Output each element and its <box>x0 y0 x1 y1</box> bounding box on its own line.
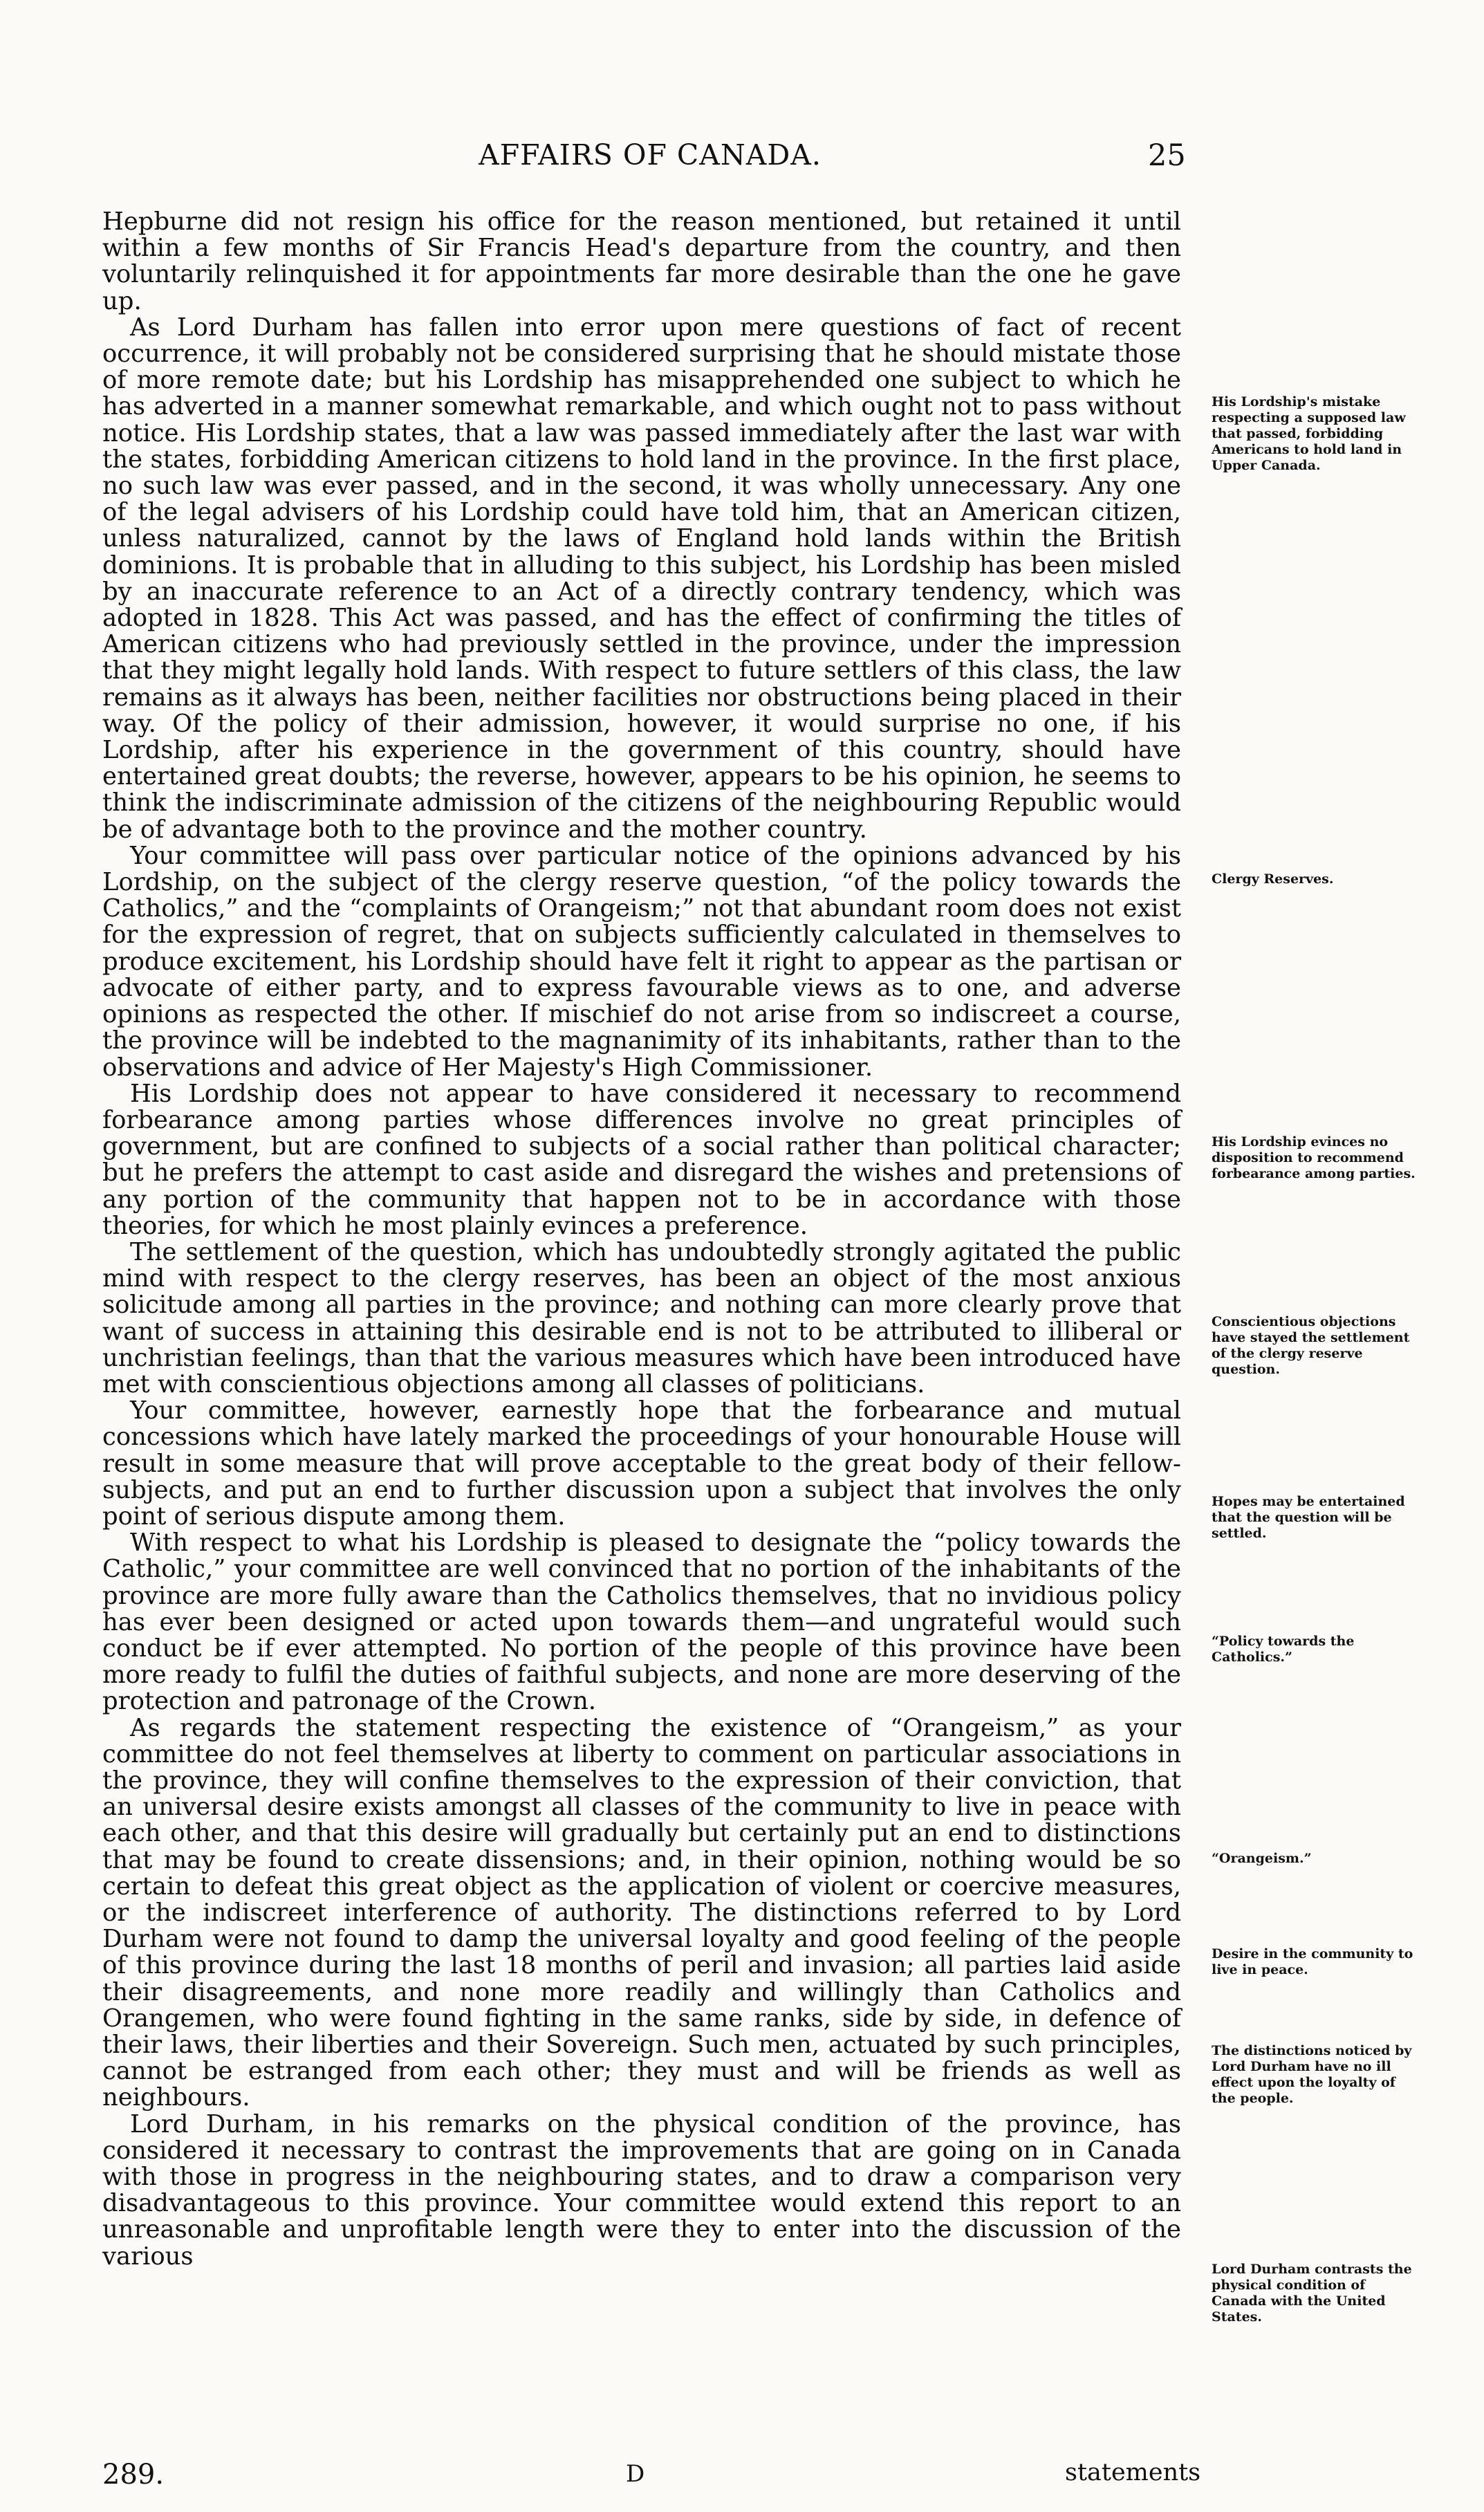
paragraph: Your committee will pass over particular notice of the opinions advanced by his Lordship, on the subject of the clergy reserve question, “of the policy towards the Catholics,” and the “complaints of Orangeism;” not that abundant room does not exist for the expression of regret, that on subjects sufficiently calculated in themselves to produce excitement, his Lordship should have felt it right to appear as the partisan or advocate of either party, and to express favourable views as to one, and adverse opinions as respected the other. If mischief do not arise from so indiscreet a course, the province will be indebted to the magnanimity of its inhabitants, rather than to the observations and advice of Her Majesty's High Commissioner. <box>102 841 1181 1082</box>
paragraph: As Lord Durham has fallen into error upon mere questions of fact of recent occurrence, it will probably not be considered surprising that he should mistate those of more remote date; but his Lordship has misapprehended one subject to which he has adverted in a manner somewhat remarkable, and which ought not to pass without notice. His Lordship states, that a law was passed immediately after the last war with the states, forbidding American citizens to hold land in the province. In the first place, no such law was ever passed, and in the second, it was wholly unnecessary. Any one of the legal advisers of his Lordship could have told him, that an American citizen, unless naturalized, cannot by the laws of England hold lands within the British dominions. It is probable that in alluding to this subject, his Lordship has been misled by an inaccurate reference to an Act of a directly contrary tendency, which was adopted in 1828. This Act was passed, and has the effect of confirming the titles of American citizens who had previously settled in the province, under the impression that they might legally hold lands. With respect to future settlers of this class, the law remains as it always has been, neither facilities nor obstructions being placed in their way. Of the policy of their admission, however, it would surprise no one, if his Lordship, after his experience in the government of this country, should have entertained great doubts; the reverse, however, appears to be his opinion, he seems to think the indiscriminate admission of the citizens of the neighbouring Republic would be of advantage both to the province and the mother country. <box>102 313 1181 844</box>
margin-note: Hopes may be entertained that the question will be settled. <box>1212 1494 1405 1541</box>
margin-note: Clergy Reserves. <box>1212 871 1334 887</box>
paragraph: Lord Durham, in his remarks on the physical condition of the province, has considered it necessary to contrast the improvements that are going on in Canada with those in progress in the neighbouring states, and to draw a comparison very disadvantageous to this province. Your committee would extend this report to an unreasonable and unprofitable length were they to enter into the discussion of the various <box>102 2109 1181 2271</box>
margin-note: The distinctions noticed by Lord Durham have no ill effect upon the loyalty of the people. <box>1212 2043 1412 2106</box>
main-text <box>102 209 1181 2270</box>
margin-note: Desire in the community to live in peace. <box>1212 1946 1413 1977</box>
paragraph: As regards the statement respecting the existence of “Orangeism,” as your committee do not feel themselves at liberty to comment on particular associations in the province, they will confine themselves to the expression of their conviction, that an universal desire exists amongst all classes of the community to live in peace with each other, and that this desire will gradually but certainly put an end to distinctions that may be found to create dissensions; and, in their opinion, nothing would be so certain to defeat this great object as the application of violent or coercive measures, or the indiscreet interference of authority. The distinctions referred to by Lord Durham were not found to damp the universal loyalty and good feeling of the people of this province during the last 18 months of peril and invasion; all parties laid aside their disagreements, and none more readily and willingly than Catholics and Orangemen, who were found fighting in the same ranks, side by side, in defence of their laws, their liberties and their Sovereign. Such men, actuated by such principles, cannot be estranged from each other; they must and will be friends as well as neighbours. <box>102 1713 1181 2112</box>
page-number: 25 <box>1148 138 1186 173</box>
margin-note: Lord Durham contrasts the physical condition of Canada with the United States. <box>1212 2262 1412 2325</box>
paragraph: Your committee, however, earnestly hope that the forbearance and mutual concessions which have lately marked the proceedings of your honourable House will result in some measure that will prove acceptable to the great body of their fellow-subjects, and put an end to further discussion upon a subject that involves the only point of serious dispute among them. <box>102 1396 1181 1531</box>
page-header <box>0 138 1484 180</box>
paragraph: Hepburne did not resign his office for the reason mentioned, but retained it until within a few months of Sir Francis Head's departure from the country, and then voluntarily relinquished it for appointments far more desirable than the one he gave up. <box>102 207 1181 315</box>
folio-number: 289. <box>102 2459 165 2491</box>
running-title: AFFAIRS OF CANADA. <box>479 138 822 172</box>
margin-note: “Orangeism.” <box>1212 1851 1312 1866</box>
signature-mark: D <box>626 2460 645 2488</box>
page-footer <box>0 2459 1484 2493</box>
margin-note: His Lordship's mistake respecting a supposed law that passed, forbidding Americans to hold land in Upper Canada. <box>1212 394 1406 473</box>
paragraph: With respect to what his Lordship is pleased to designate the “policy towards the Catholic,” your committee are well convinced that no portion of the inhabitants of the province are more fully aware than the Catholics themselves, that no invidious policy has ever been designed or acted upon towards them—and ungrateful would such conduct be if ever attempted. No portion of the people of this province have been more ready to fulfil the duties of faithful subjects, and none are more deserving of the protection and patronage of the Crown. <box>102 1529 1181 1716</box>
paragraph: His Lordship does not appear to have considered it necessary to recommend forbearance among parties whose differences involve no great principles of government, but are confined to subjects of a social rather than political character; but he prefers the attempt to cast aside and disregard the wishes and pretensions of any portion of the community that happen not to be in accordance with those theories, for which he most plainly evinces a preference. <box>102 1079 1181 1240</box>
catchword: statements <box>1065 2459 1201 2486</box>
margin-note: “Policy towards the Catholics.” <box>1212 1634 1355 1665</box>
paragraph: The settlement of the question, which has undoubtedly strongly agitated the public mind with respect to the clergy reserves, has been an object of the most anxious solicitude among all parties in the province; and nothing can more clearly prove that want of success in attaining this desirable end is not to be attributed to illiberal or unchristian feelings, than that the various measures which have been introduced have met with conscientious objections among all classes of politicians. <box>102 1237 1181 1398</box>
margin-note: Conscientious objections have stayed the settlement of the clergy reserve question. <box>1212 1314 1410 1377</box>
margin-note: His Lordship evinces no disposition to recommend forbearance among parties. <box>1212 1134 1416 1181</box>
